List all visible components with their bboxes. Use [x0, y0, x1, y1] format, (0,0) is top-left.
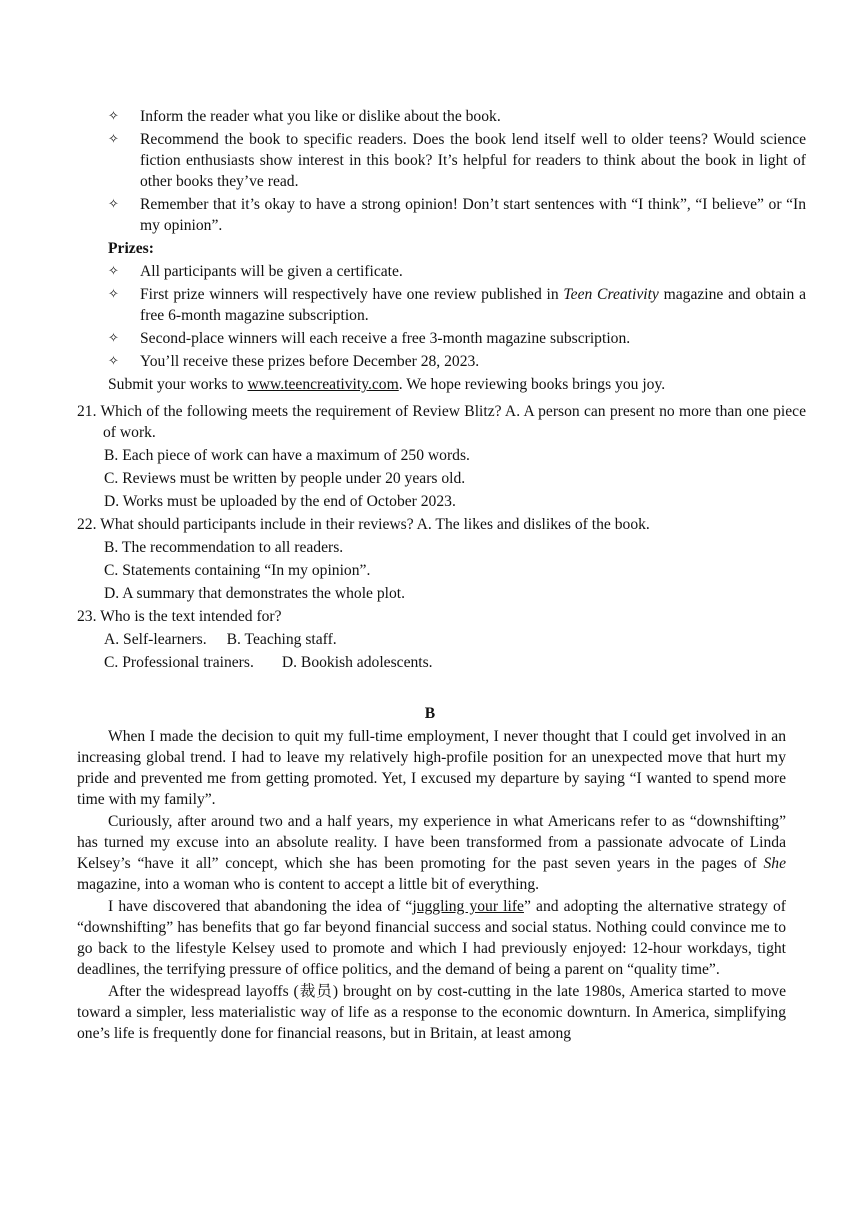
paragraph-text-start: Curiously, after around two and a half years, my experience in what Americans refer to as “downshifting” has turned my excuse into an absolute reality. I have been transformed from a passionate advocate of Linda Kelsey’s “have it all” concept, which she has been promoting for the past seven years in the pages of [77, 813, 786, 872]
passage-paragraph: When I made the decision to quit my full-time employment, I never thought that I could get involved in an increasing global trend. I had to leave my relatively high-profile position for an unexpected move that hurt my pride and prevented me from getting promoted. Yet, I excused my departure by saying “I wanted to spend more time with my family”. [77, 728, 786, 808]
diamond-bullet-icon: ✧ [108, 197, 119, 212]
passage-paragraph: After the widespread layoffs (裁员) brought on by cost-cutting in the late 1980s, America started to move toward a simpler, less materialistic way of life as a response to the economic downturn. In America, simplifying one’s life is frequently done for financial reasons, but in Britain, at least among [77, 983, 786, 1042]
question-23-option-c: C. Professional trainers. [104, 654, 254, 671]
diamond-bullet-icon: ✧ [108, 109, 119, 124]
diamond-bullet-icon: ✧ [108, 354, 119, 369]
question-23-option-a: A. Self-learners. [104, 631, 207, 648]
magazine-name: She [763, 855, 786, 872]
diamond-bullet-icon: ✧ [108, 264, 119, 279]
question-22-stem: 22. What should participants include in their reviews? A. The likes and dislikes of the book. [77, 516, 650, 533]
diamond-bullet-icon: ✧ [108, 331, 119, 346]
question-22-option-b: B. The recommendation to all readers. [104, 539, 344, 556]
question-23-options-ab [77, 629, 806, 650]
question-21-option-b: B. Each piece of work can have a maximum of 250 words. [104, 447, 470, 464]
question-21-option-c: C. Reviews must be written by people under 20 years old. [104, 470, 466, 487]
tip-item [108, 129, 806, 192]
paragraph-text-end: ” and adopting the alternative strategy of “downshifting” has benefits that go far beyond financial success and social status. Nothing could convince me to go back to the lifestyle Kelsey used to promote and which I had previously enjoyed: 12-hour workdays, tight deadlines, the terrifying pressure of office politics, and the demand of being a parent on “quality time”. [77, 898, 786, 978]
section-heading: B [424, 705, 436, 722]
question-22-option-c: C. Statements containing “In my opinion”. [104, 562, 371, 579]
prize-item [108, 351, 806, 372]
prize-item [108, 261, 806, 282]
prize-text: Second-place winners will each receive a free 3-month magazine subscription. [140, 330, 631, 347]
tip-item [108, 106, 806, 127]
question-23-stem: 23. Who is the text intended for? [77, 608, 282, 625]
prizes-heading: Prizes: [108, 240, 154, 257]
submit-text-start: Submit your works to [108, 376, 248, 393]
question-22-option-d: D. A summary that demonstrates the whole plot. [104, 585, 406, 602]
prize-text-end: magazine and obtain a free 6-month magazine subscription. [140, 286, 807, 324]
prize-item [108, 284, 806, 326]
question-23-options-cd [77, 652, 806, 673]
tip-text: Recommend the book to specific readers. Does the book lend itself well to older teens? Would science fiction enthusiasts show interest in this book? It’s helpful for readers to think about the book in light of other books they’ve read. [140, 131, 806, 190]
diamond-bullet-icon: ✧ [108, 132, 119, 147]
paragraph-text-start: I have discovered that abandoning the idea of “ [108, 898, 413, 915]
submit-text-end: . We hope reviewing books brings you joy. [398, 376, 666, 393]
tip-text: Remember that it’s okay to have a strong opinion! Don’t start sentences with “I think”, “I believe” or “In my opinion”. [140, 196, 806, 234]
questions-block [77, 401, 806, 673]
prize-text [140, 284, 806, 326]
question-23-option-d: D. Bookish adolescents. [281, 654, 433, 671]
magazine-title: Teen Creativity [563, 286, 659, 303]
question-23-option-b: B. Teaching staff. [226, 631, 337, 648]
question-21-option-d: D. Works must be uploaded by the end of October 2023. [104, 493, 456, 510]
prize-text: All participants will be given a certificate. [140, 263, 403, 280]
website-link[interactable]: www.teencreativity.com [247, 376, 399, 393]
tip-text: Inform the reader what you like or dislike about the book. [140, 108, 501, 125]
review-tips-list [108, 106, 806, 395]
prize-text-start: First prize winners will respectively have one review published in [140, 286, 564, 303]
tip-item [108, 194, 806, 236]
diamond-bullet-icon: ✧ [108, 287, 119, 302]
passage-b [77, 726, 786, 1045]
paragraph-text-end: magazine, into a woman who is content to accept a little bit of everything. [77, 876, 540, 893]
question-21-stem: 21. Which of the following meets the requirement of Review Blitz? A. A person can present no more than one piece of work. [77, 403, 806, 441]
prize-text: You’ll receive these prizes before December 28, 2023. [140, 353, 480, 370]
prize-item [108, 328, 806, 349]
underlined-phrase: juggling your life [412, 898, 524, 915]
submit-line [108, 374, 806, 395]
passage-paragraph [77, 896, 786, 980]
passage-paragraph [77, 811, 786, 895]
